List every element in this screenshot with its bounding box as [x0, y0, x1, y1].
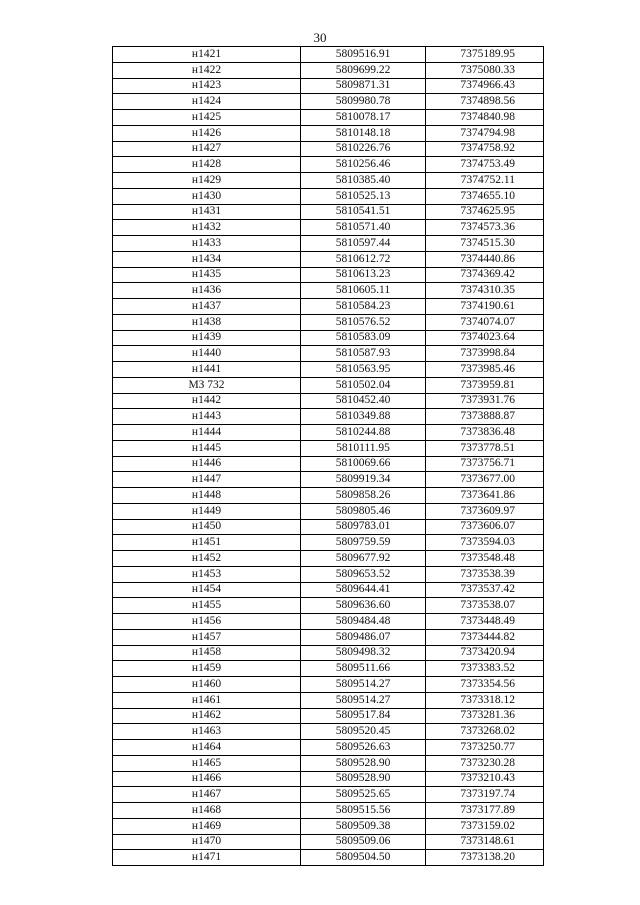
y-coordinate-cell: 7375080.33 — [426, 62, 544, 78]
x-coordinate-cell: 5809515.56 — [301, 803, 426, 819]
point-id-cell: н1460 — [113, 677, 301, 693]
point-id-cell: МЗ 732 — [113, 377, 301, 393]
y-coordinate-cell: 7373538.39 — [426, 566, 544, 582]
point-id-cell: н1429 — [113, 173, 301, 189]
table-row — [113, 503, 544, 519]
y-coordinate-cell: 7374074.07 — [426, 314, 544, 330]
coordinates-table — [112, 46, 544, 866]
point-id-cell: н1432 — [113, 220, 301, 236]
y-coordinate-cell: 7373959.81 — [426, 377, 544, 393]
page-number: 30 — [313, 30, 327, 45]
y-coordinate-cell: 7374794.98 — [426, 125, 544, 141]
x-coordinate-cell: 5810111.95 — [301, 440, 426, 456]
y-coordinate-cell: 7373609.97 — [426, 503, 544, 519]
table-row — [113, 220, 544, 236]
y-coordinate-cell: 7374758.92 — [426, 141, 544, 157]
y-coordinate-cell: 7373210.43 — [426, 771, 544, 787]
point-id-cell: н1445 — [113, 440, 301, 456]
table-row — [113, 236, 544, 252]
y-coordinate-cell: 7373677.00 — [426, 472, 544, 488]
x-coordinate-cell: 5810385.40 — [301, 173, 426, 189]
y-coordinate-cell: 7373448.49 — [426, 614, 544, 630]
y-coordinate-cell: 7374752.11 — [426, 173, 544, 189]
point-id-cell: н1436 — [113, 283, 301, 299]
x-coordinate-cell: 5809919.34 — [301, 472, 426, 488]
x-coordinate-cell: 5809980.78 — [301, 94, 426, 110]
x-coordinate-cell: 5809636.60 — [301, 598, 426, 614]
table-row — [113, 110, 544, 126]
point-id-cell: н1456 — [113, 614, 301, 630]
table-row — [113, 582, 544, 598]
point-id-cell: н1444 — [113, 425, 301, 441]
table-row — [113, 267, 544, 283]
table-row — [113, 283, 544, 299]
y-coordinate-cell: 7373138.20 — [426, 850, 544, 866]
table-row — [113, 755, 544, 771]
point-id-cell: н1468 — [113, 803, 301, 819]
table-row — [113, 803, 544, 819]
point-id-cell: н1433 — [113, 236, 301, 252]
point-id-cell: н1439 — [113, 330, 301, 346]
y-coordinate-cell: 7374310.35 — [426, 283, 544, 299]
y-coordinate-cell: 7374369.42 — [426, 267, 544, 283]
x-coordinate-cell: 5809805.46 — [301, 503, 426, 519]
x-coordinate-cell: 5810069.66 — [301, 456, 426, 472]
y-coordinate-cell: 7373548.48 — [426, 551, 544, 567]
y-coordinate-cell: 7373383.52 — [426, 661, 544, 677]
x-coordinate-cell: 5810148.18 — [301, 125, 426, 141]
table-row — [113, 535, 544, 551]
x-coordinate-cell: 5809484.48 — [301, 614, 426, 630]
table-row — [113, 346, 544, 362]
x-coordinate-cell: 5809517.84 — [301, 708, 426, 724]
x-coordinate-cell: 5809514.27 — [301, 677, 426, 693]
x-coordinate-cell: 5809526.63 — [301, 740, 426, 756]
x-coordinate-cell: 5809858.26 — [301, 488, 426, 504]
table-row — [113, 141, 544, 157]
point-id-cell: н1454 — [113, 582, 301, 598]
point-id-cell: н1447 — [113, 472, 301, 488]
x-coordinate-cell: 5810597.44 — [301, 236, 426, 252]
x-coordinate-cell: 5810587.93 — [301, 346, 426, 362]
point-id-cell: н1434 — [113, 251, 301, 267]
point-id-cell: н1471 — [113, 850, 301, 866]
table-row — [113, 440, 544, 456]
y-coordinate-cell: 7373594.03 — [426, 535, 544, 551]
point-id-cell: н1462 — [113, 708, 301, 724]
x-coordinate-cell: 5809528.90 — [301, 771, 426, 787]
table-row — [113, 157, 544, 173]
point-id-cell: н1421 — [113, 47, 301, 63]
point-id-cell: н1463 — [113, 724, 301, 740]
table-row — [113, 771, 544, 787]
table-row — [113, 566, 544, 582]
x-coordinate-cell: 5809509.38 — [301, 818, 426, 834]
point-id-cell: н1446 — [113, 456, 301, 472]
table-row — [113, 708, 544, 724]
table-row — [113, 818, 544, 834]
x-coordinate-cell: 5809871.31 — [301, 78, 426, 94]
table-row — [113, 629, 544, 645]
y-coordinate-cell: 7374515.30 — [426, 236, 544, 252]
x-coordinate-cell: 5809699.22 — [301, 62, 426, 78]
table-row — [113, 409, 544, 425]
y-coordinate-cell: 7373641.86 — [426, 488, 544, 504]
y-coordinate-cell: 7373420.94 — [426, 645, 544, 661]
y-coordinate-cell: 7373606.07 — [426, 519, 544, 535]
point-id-cell: н1453 — [113, 566, 301, 582]
x-coordinate-cell: 5810541.51 — [301, 204, 426, 220]
x-coordinate-cell: 5809653.52 — [301, 566, 426, 582]
x-coordinate-cell: 5810613.23 — [301, 267, 426, 283]
y-coordinate-cell: 7373268.02 — [426, 724, 544, 740]
y-coordinate-cell: 7373836.48 — [426, 425, 544, 441]
x-coordinate-cell: 5809677.92 — [301, 551, 426, 567]
y-coordinate-cell: 7373888.87 — [426, 409, 544, 425]
point-id-cell: н1423 — [113, 78, 301, 94]
table-row — [113, 456, 544, 472]
point-id-cell: н1450 — [113, 519, 301, 535]
x-coordinate-cell: 5810256.46 — [301, 157, 426, 173]
table-row — [113, 62, 544, 78]
x-coordinate-cell: 5809644.41 — [301, 582, 426, 598]
point-id-cell: н1440 — [113, 346, 301, 362]
point-id-cell: н1441 — [113, 362, 301, 378]
point-id-cell: н1428 — [113, 157, 301, 173]
point-id-cell: н1426 — [113, 125, 301, 141]
x-coordinate-cell: 5809525.65 — [301, 787, 426, 803]
y-coordinate-cell: 7373177.89 — [426, 803, 544, 819]
coordinates-table-body — [113, 47, 544, 866]
y-coordinate-cell: 7374753.49 — [426, 157, 544, 173]
table-row — [113, 251, 544, 267]
point-id-cell: н1449 — [113, 503, 301, 519]
y-coordinate-cell: 7373778.51 — [426, 440, 544, 456]
x-coordinate-cell: 5810576.52 — [301, 314, 426, 330]
point-id-cell: н1465 — [113, 755, 301, 771]
x-coordinate-cell: 5810502.04 — [301, 377, 426, 393]
x-coordinate-cell: 5809498.32 — [301, 645, 426, 661]
y-coordinate-cell: 7373985.46 — [426, 362, 544, 378]
x-coordinate-cell: 5810078.17 — [301, 110, 426, 126]
table-row — [113, 377, 544, 393]
table-row — [113, 314, 544, 330]
y-coordinate-cell: 7373354.56 — [426, 677, 544, 693]
y-coordinate-cell: 7374440.86 — [426, 251, 544, 267]
point-id-cell: н1461 — [113, 692, 301, 708]
table-row — [113, 94, 544, 110]
point-id-cell: н1469 — [113, 818, 301, 834]
point-id-cell: н1448 — [113, 488, 301, 504]
point-id-cell: н1437 — [113, 299, 301, 315]
table-row — [113, 362, 544, 378]
x-coordinate-cell: 5810612.72 — [301, 251, 426, 267]
y-coordinate-cell: 7373281.36 — [426, 708, 544, 724]
y-coordinate-cell: 7373756.71 — [426, 456, 544, 472]
table-row — [113, 488, 544, 504]
point-id-cell: н1459 — [113, 661, 301, 677]
x-coordinate-cell: 5810226.76 — [301, 141, 426, 157]
x-coordinate-cell: 5809516.91 — [301, 47, 426, 63]
table-row — [113, 692, 544, 708]
y-coordinate-cell: 7374966.43 — [426, 78, 544, 94]
table-row — [113, 393, 544, 409]
x-coordinate-cell: 5810349.88 — [301, 409, 426, 425]
x-coordinate-cell: 5809504.50 — [301, 850, 426, 866]
table-row — [113, 724, 544, 740]
x-coordinate-cell: 5809486.07 — [301, 629, 426, 645]
table-row — [113, 47, 544, 63]
x-coordinate-cell: 5809759.59 — [301, 535, 426, 551]
table-row — [113, 425, 544, 441]
point-id-cell: н1458 — [113, 645, 301, 661]
point-id-cell: н1435 — [113, 267, 301, 283]
x-coordinate-cell: 5809509.06 — [301, 834, 426, 850]
y-coordinate-cell: 7373250.77 — [426, 740, 544, 756]
x-coordinate-cell: 5810571.40 — [301, 220, 426, 236]
y-coordinate-cell: 7373159.02 — [426, 818, 544, 834]
x-coordinate-cell: 5809528.90 — [301, 755, 426, 771]
table-row — [113, 850, 544, 866]
y-coordinate-cell: 7373230.28 — [426, 755, 544, 771]
table-row — [113, 740, 544, 756]
y-coordinate-cell: 7374023.64 — [426, 330, 544, 346]
y-coordinate-cell: 7374190.61 — [426, 299, 544, 315]
point-id-cell: н1457 — [113, 629, 301, 645]
x-coordinate-cell: 5810525.13 — [301, 188, 426, 204]
point-id-cell: н1443 — [113, 409, 301, 425]
table-row — [113, 614, 544, 630]
y-coordinate-cell: 7373148.61 — [426, 834, 544, 850]
x-coordinate-cell: 5810584.23 — [301, 299, 426, 315]
table-row — [113, 188, 544, 204]
point-id-cell: н1430 — [113, 188, 301, 204]
table-row — [113, 330, 544, 346]
point-id-cell: н1451 — [113, 535, 301, 551]
table-row — [113, 204, 544, 220]
table-row — [113, 125, 544, 141]
point-id-cell: н1455 — [113, 598, 301, 614]
point-id-cell: н1427 — [113, 141, 301, 157]
table-row — [113, 551, 544, 567]
x-coordinate-cell: 5810452.40 — [301, 393, 426, 409]
table-row — [113, 645, 544, 661]
y-coordinate-cell: 7374898.56 — [426, 94, 544, 110]
y-coordinate-cell: 7374655.10 — [426, 188, 544, 204]
point-id-cell: н1431 — [113, 204, 301, 220]
y-coordinate-cell: 7373537.42 — [426, 582, 544, 598]
x-coordinate-cell: 5809514.27 — [301, 692, 426, 708]
table-row — [113, 299, 544, 315]
table-row — [113, 834, 544, 850]
y-coordinate-cell: 7374573.36 — [426, 220, 544, 236]
y-coordinate-cell: 7375189.95 — [426, 47, 544, 63]
table-row — [113, 661, 544, 677]
table-row — [113, 78, 544, 94]
table-row — [113, 787, 544, 803]
y-coordinate-cell: 7373197.74 — [426, 787, 544, 803]
table-row — [113, 598, 544, 614]
y-coordinate-cell: 7373318.12 — [426, 692, 544, 708]
x-coordinate-cell: 5809511.66 — [301, 661, 426, 677]
y-coordinate-cell: 7373444.82 — [426, 629, 544, 645]
y-coordinate-cell: 7374625.95 — [426, 204, 544, 220]
x-coordinate-cell: 5810583.09 — [301, 330, 426, 346]
point-id-cell: н1438 — [113, 314, 301, 330]
point-id-cell: н1464 — [113, 740, 301, 756]
point-id-cell: н1467 — [113, 787, 301, 803]
point-id-cell: н1424 — [113, 94, 301, 110]
y-coordinate-cell: 7373931.76 — [426, 393, 544, 409]
point-id-cell: н1422 — [113, 62, 301, 78]
point-id-cell: н1425 — [113, 110, 301, 126]
x-coordinate-cell: 5809520.45 — [301, 724, 426, 740]
point-id-cell: н1452 — [113, 551, 301, 567]
x-coordinate-cell: 5810605.11 — [301, 283, 426, 299]
y-coordinate-cell: 7374840.98 — [426, 110, 544, 126]
table-row — [113, 677, 544, 693]
x-coordinate-cell: 5810563.95 — [301, 362, 426, 378]
y-coordinate-cell: 7373998.84 — [426, 346, 544, 362]
x-coordinate-cell: 5809783.01 — [301, 519, 426, 535]
point-id-cell: н1470 — [113, 834, 301, 850]
table-row — [113, 472, 544, 488]
point-id-cell: н1466 — [113, 771, 301, 787]
table-row — [113, 173, 544, 189]
y-coordinate-cell: 7373538.07 — [426, 598, 544, 614]
x-coordinate-cell: 5810244.88 — [301, 425, 426, 441]
point-id-cell: н1442 — [113, 393, 301, 409]
table-row — [113, 519, 544, 535]
